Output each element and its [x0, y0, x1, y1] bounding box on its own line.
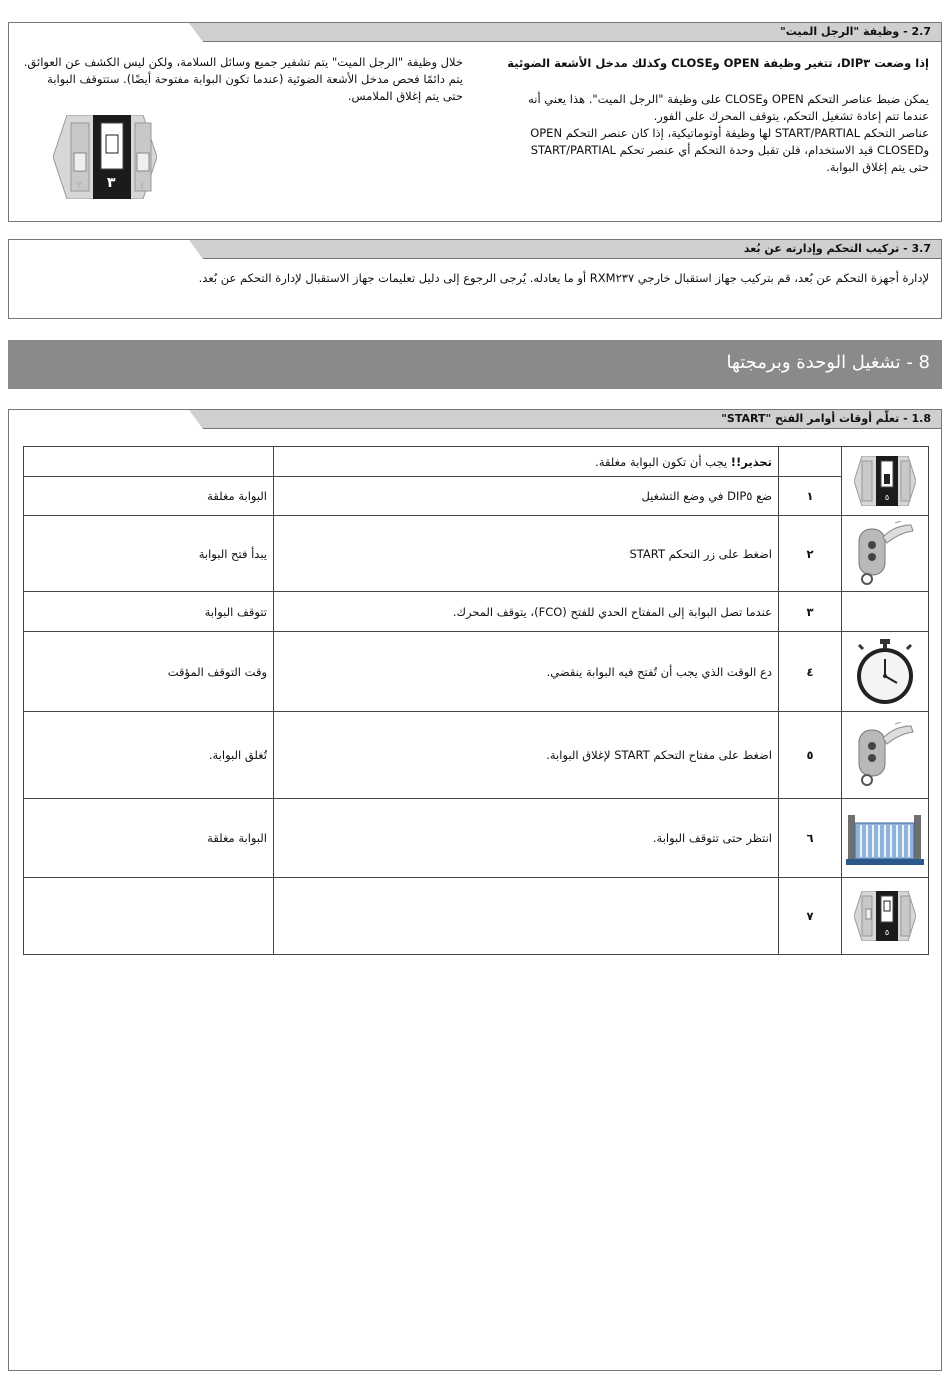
step-description: اضغط على مفتاح التحكم START لإغلاق البوابة.	[274, 712, 779, 799]
step-description: ضع DIP٥ في وضع التشغيل	[274, 477, 779, 516]
section-3-7	[8, 239, 942, 319]
step-result: تُغلق البوابة.	[24, 712, 274, 799]
table-row	[24, 712, 929, 799]
dip-5-label: ٥	[884, 928, 890, 937]
dip-5-label: ٥	[884, 493, 890, 502]
remote-control-icon	[855, 722, 915, 788]
section-3-7-text: لإدارة أجهزة التحكم عن بُعد، قم بتركيب جهاز استقبال خارجي RXM٢٣٧ أو ما يعادله. يُرجى الرجوع إلى دليل تعليمات جهاز الاستقبال لإدارة التحكم عن بُعد.	[198, 271, 929, 285]
table-row	[24, 516, 929, 592]
step-icon-cell	[842, 878, 929, 955]
step-number: ٣	[779, 592, 842, 632]
step-number: ٤	[779, 632, 842, 712]
step-number: ١	[779, 477, 842, 516]
step-result: يبدأ فتح البوابة	[24, 516, 274, 592]
step-number: ٦	[779, 799, 842, 878]
section-2-7-title: 2.7 - وظيفة "الرجل الميت"	[779, 25, 931, 38]
sliding-gate-icon	[846, 809, 924, 867]
table-row	[24, 592, 929, 632]
step-description: عندما تصل البوابة إلى المفتاح الحدي للفتح (FCO)، يتوقف المحرك.	[274, 592, 779, 632]
section-2-7-header	[203, 23, 941, 42]
section-2-7	[8, 22, 942, 222]
section-1-8-title: 1.8 - تعلّم أوقات أوامر الفتح "START"	[721, 412, 931, 425]
dip-switch-icon	[854, 891, 916, 941]
dip-switch-3-icon	[53, 115, 157, 199]
step-result: تتوقف البوابة	[24, 592, 274, 632]
step-icon-cell	[842, 447, 929, 516]
table-row	[24, 477, 929, 516]
stopwatch-icon	[853, 639, 917, 705]
section-1-8-header	[203, 410, 941, 429]
step-number: ٧	[779, 878, 842, 955]
step-icon-cell	[842, 632, 929, 712]
warning-label: تحذير!!	[730, 454, 772, 469]
step-icon-cell	[842, 516, 929, 592]
step-description: انتظر حتى تتوقف البوابة.	[274, 799, 779, 878]
table-row	[24, 799, 929, 878]
step-result: البوابة مغلقة	[24, 477, 274, 516]
step-icon-cell	[842, 712, 929, 799]
table-row	[24, 878, 929, 955]
step-icon-cell	[842, 799, 929, 878]
step-result	[24, 878, 274, 955]
dip-label-4: ٤	[140, 181, 145, 191]
step-result: وقت التوقف المؤقت	[24, 632, 274, 712]
dip-switch-icon	[854, 456, 916, 506]
dip-label-2: ٢	[77, 181, 82, 191]
section-3-7-header	[203, 240, 941, 259]
section-2-7-paragraph-1: يمكن ضبط عناصر التحكم OPEN وCLOSE على وظيفة "الرجل الميت". هذا يعني أنه عندما تتم إعادة تشغيل التحكم، يتوقف المحرك على الفور. عناصر التحكم START/PARTIAL لها وظيفة أوتوماتيكية، إذا كان عنصر التحكم OPEN وCLOSED قيد الاستخدام، فلن تقبل وحدة التحكم أي عنصر تحكم START/PARTIAL حتى يتم إغلاق البوابة.	[528, 92, 929, 174]
chapter-8-banner	[8, 340, 942, 389]
step-description	[274, 878, 779, 955]
warning-cell	[274, 447, 779, 477]
warning-text: يجب أن تكون البوابة مغلقة.	[595, 454, 731, 469]
section-2-7-heading: إذا وضعت DIP٣، تتغير وظيفة OPEN وCLOSE وكذلك مدخل الأشعة الضوئية	[507, 56, 929, 70]
step-number: ٢	[779, 516, 842, 592]
section-2-7-paragraph-2: خلال وظيفة "الرجل الميت" يتم تشفير جميع وسائل السلامة، ولكن ليس الكشف عن العوائق. يتم دائمًا فحص مدخل الأشعة الضوئية (عندما تكون البوابة مفتوحة أيضًا). ستتوقف البوابة حتى يتم إغلاق الملامس.	[23, 55, 463, 103]
step-description: دع الوقت الذي يجب أن تُفتح فيه البوابة ينقضي.	[274, 632, 779, 712]
step-result: البوابة مغلقة	[24, 799, 274, 878]
remote-control-icon	[855, 521, 915, 587]
dip-label-3: ٣	[107, 175, 116, 191]
section-3-7-title: 3.7 - تركيب التحكم وإدارته عن بُعد	[743, 242, 931, 255]
steps-table	[23, 446, 929, 955]
table-row-warning	[24, 447, 929, 477]
table-row	[24, 632, 929, 712]
chapter-8-title: 8 - تشغيل الوحدة وبرمجتها	[726, 352, 930, 373]
step-number: ٥	[779, 712, 842, 799]
step-description: اضغط على زر التحكم START	[274, 516, 779, 592]
